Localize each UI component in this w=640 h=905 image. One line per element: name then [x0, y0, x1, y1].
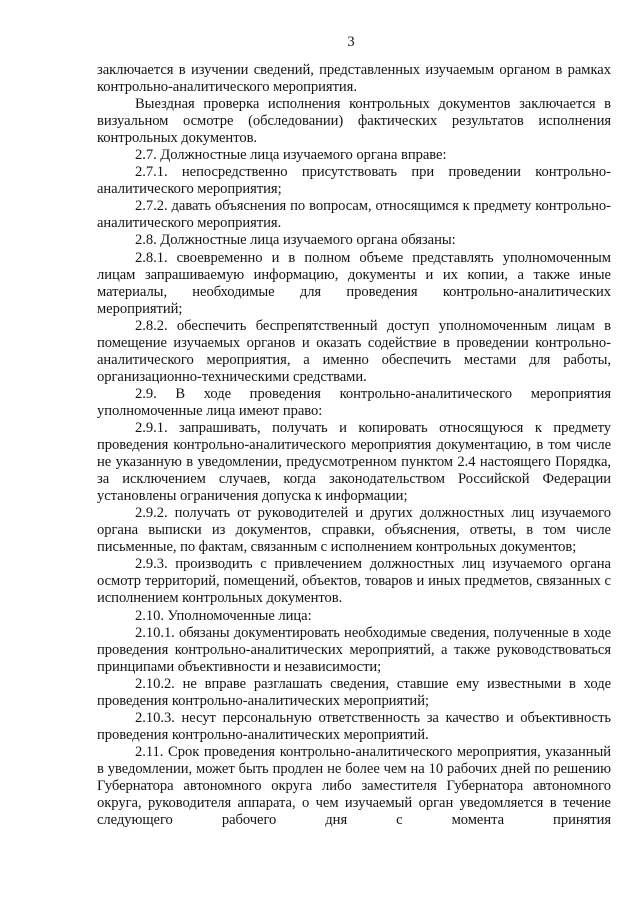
paragraph-2-8-1: 2.8.1. своевременно и в полном объеме представлять уполномоченным лицам запрашиваемую информацию, документы и их копии, а также иные материалы, необходимые для проведения контрольно-аналитических мероприятий; — [97, 249, 611, 317]
document-page — [97, 34, 611, 829]
paragraph-2-10-3: 2.10.3. несут персональную ответственность за качество и объективность проведения контрольно-аналитических мероприятий. — [97, 709, 611, 743]
paragraph-2-9-1: 2.9.1. запрашивать, получать и копировать относящуюся к предмету проведения контрольно-аналитического мероприятия документацию, в том числе не указанную в уведомлении, предусмотренном пунктом 2.4 настоящего Порядка, за исключением случаев, когда законодательством Российской Федерации установлены ограничения допуска к информации; — [97, 419, 611, 505]
page-number: 3 — [347, 34, 355, 50]
paragraph-2-10: 2.10. Уполномоченные лица: — [135, 607, 312, 624]
paragraph-2-9-2: 2.9.2. получать от руководителей и других должностных лиц изучаемого органа выписки из документов, справки, объяснения, ответы, в том числе письменные, по фактам, связанным с исполнением контрольных документов; — [97, 505, 611, 556]
paragraph-2-11: 2.11. Срок проведения контрольно-аналитического мероприятия, указанный в уведомлении, может быть продлен не более чем на 10 рабочих дней по решению Губернатора автономного округа либо заместителя Губернатора автономного округа, руководителя аппарата, о чем изучаемый орган уведомляется в течение следующего рабочего дня с момента принятия — [97, 743, 611, 829]
paragraph-2-8: 2.8. Должностные лица изучаемого органа обязаны: — [135, 232, 456, 249]
paragraph-2-9: 2.9. В ходе проведения контрольно-аналитического мероприятия уполномоченные лица имеют право: — [97, 385, 611, 419]
paragraph-continuation: заключается в изучении сведений, представленных изучаемым органом в рамках контрольно-аналитического мероприятия. — [97, 62, 611, 96]
paragraph-field-inspection: Выездная проверка исполнения контрольных документов заключается в визуальном осмотре (обследовании) фактических результатов исполнения контрольных документов. — [97, 96, 611, 147]
paragraph-2-9-3: 2.9.3. производить с привлечением должностных лиц изучаемого органа осмотр территорий, помещений, объектов, товаров и иных предметов, связанных с исполнением контрольных документов. — [97, 556, 611, 607]
paragraph-2-10-1: 2.10.1. обязаны документировать необходимые сведения, полученные в ходе проведения контрольно-аналитических мероприятий, а также руководствоваться принципами объективности и независимости; — [97, 624, 611, 675]
paragraph-2-7: 2.7. Должностные лица изучаемого органа вправе: — [135, 147, 447, 164]
paragraph-2-10-2: 2.10.2. не вправе разглашать сведения, ставшие ему известными в ходе проведения контрольно-аналитических мероприятий; — [97, 675, 611, 709]
paragraph-2-7-2: 2.7.2. давать объяснения по вопросам, относящимся к предмету контрольно-аналитического мероприятия. — [97, 198, 611, 232]
paragraph-2-7-1: 2.7.1. непосредственно присутствовать при проведении контрольно-аналитического мероприятия; — [97, 164, 611, 198]
paragraph-2-8-2: 2.8.2. обеспечить беспрепятственный доступ уполномоченным лицам в помещение изучаемых органов и оказать содействие в проведении контрольно-аналитического мероприятия, а именно обеспечить местами для работы, организационно-техническими средствами. — [97, 317, 611, 385]
